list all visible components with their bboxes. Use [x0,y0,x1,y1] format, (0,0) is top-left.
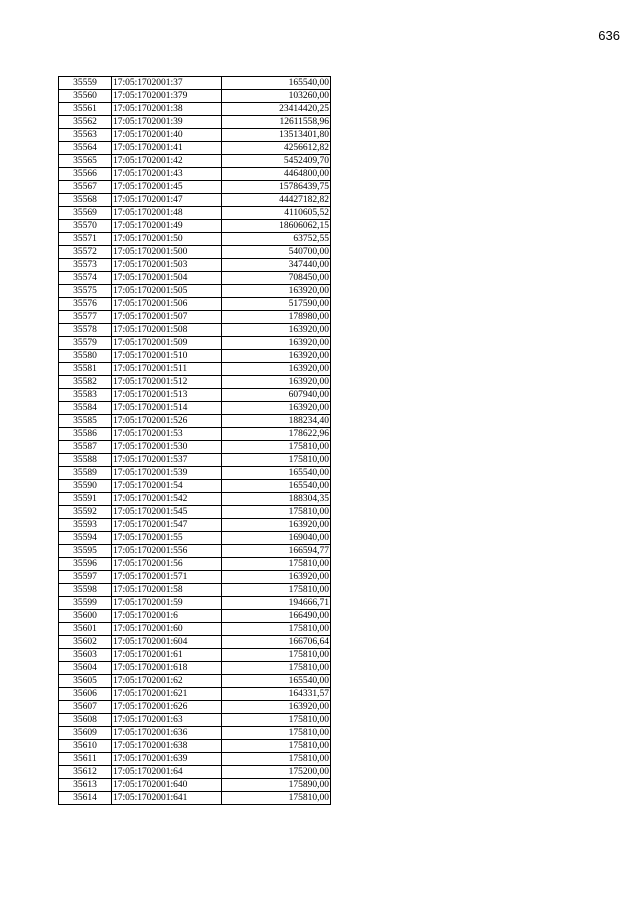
row-number-cell: 35591 [59,493,112,506]
table-row [59,766,331,779]
cadastral-number-cell: 17:05:1702001:512 [112,376,222,389]
cadastral-number-cell: 17:05:1702001:50 [112,233,222,246]
table-row [59,259,331,272]
row-number-cell: 35613 [59,779,112,792]
cadastral-number-cell: 17:05:1702001:539 [112,467,222,480]
value-cell: 165540,00 [222,467,331,480]
table-row [59,792,331,805]
row-number-cell: 35572 [59,246,112,259]
table-row [59,519,331,532]
row-number-cell: 35614 [59,792,112,805]
table-row [59,324,331,337]
value-cell: 163920,00 [222,571,331,584]
row-number-cell: 35585 [59,415,112,428]
row-number-cell: 35571 [59,233,112,246]
value-cell: 164331,57 [222,688,331,701]
table-row [59,220,331,233]
table-row [59,610,331,623]
table-row [59,233,331,246]
row-number-cell: 35599 [59,597,112,610]
row-number-cell: 35565 [59,155,112,168]
table-row [59,428,331,441]
value-cell: 175810,00 [222,792,331,805]
cadastral-number-cell: 17:05:1702001:604 [112,636,222,649]
row-number-cell: 35590 [59,480,112,493]
value-cell: 163920,00 [222,402,331,415]
cadastral-number-cell: 17:05:1702001:53 [112,428,222,441]
table-row [59,493,331,506]
table-row [59,714,331,727]
cadastral-number-cell: 17:05:1702001:556 [112,545,222,558]
row-number-cell: 35612 [59,766,112,779]
row-number-cell: 35600 [59,610,112,623]
cadastral-number-cell: 17:05:1702001:511 [112,363,222,376]
row-number-cell: 35596 [59,558,112,571]
table-row [59,168,331,181]
row-number-cell: 35563 [59,129,112,142]
cadastral-number-cell: 17:05:1702001:61 [112,649,222,662]
value-cell: 163920,00 [222,519,331,532]
table-row [59,142,331,155]
cadastral-number-cell: 17:05:1702001:621 [112,688,222,701]
row-number-cell: 35579 [59,337,112,350]
table-row [59,103,331,116]
cadastral-number-cell: 17:05:1702001:64 [112,766,222,779]
row-number-cell: 35607 [59,701,112,714]
cadastral-number-cell: 17:05:1702001:507 [112,311,222,324]
row-number-cell: 35577 [59,311,112,324]
value-cell: 165540,00 [222,675,331,688]
cadastral-number-cell: 17:05:1702001:509 [112,337,222,350]
value-cell: 175810,00 [222,623,331,636]
row-number-cell: 35605 [59,675,112,688]
cadastral-number-cell: 17:05:1702001:626 [112,701,222,714]
table-row [59,337,331,350]
row-number-cell: 35593 [59,519,112,532]
row-number-cell: 35562 [59,116,112,129]
row-number-cell: 35598 [59,584,112,597]
value-cell: 175810,00 [222,740,331,753]
table-row [59,129,331,142]
cadastral-number-cell: 17:05:1702001:618 [112,662,222,675]
cadastral-number-cell: 17:05:1702001:514 [112,402,222,415]
value-cell: 175810,00 [222,714,331,727]
value-cell: 18606062,15 [222,220,331,233]
value-cell: 163920,00 [222,363,331,376]
page-number: 636 [598,28,620,43]
cadastral-number-cell: 17:05:1702001:41 [112,142,222,155]
table-row [59,753,331,766]
cadastral-number-cell: 17:05:1702001:49 [112,220,222,233]
cadastral-number-cell: 17:05:1702001:59 [112,597,222,610]
row-number-cell: 35595 [59,545,112,558]
table-row [59,363,331,376]
row-number-cell: 35566 [59,168,112,181]
table-row [59,311,331,324]
row-number-cell: 35592 [59,506,112,519]
table-row [59,402,331,415]
row-number-cell: 35581 [59,363,112,376]
row-number-cell: 35573 [59,259,112,272]
cadastral-number-cell: 17:05:1702001:636 [112,727,222,740]
row-number-cell: 35594 [59,532,112,545]
row-number-cell: 35601 [59,623,112,636]
table-row [59,454,331,467]
value-cell: 194666,71 [222,597,331,610]
row-number-cell: 35589 [59,467,112,480]
value-cell: 163920,00 [222,285,331,298]
value-cell: 175810,00 [222,727,331,740]
row-number-cell: 35576 [59,298,112,311]
table-row [59,558,331,571]
cadastral-number-cell: 17:05:1702001:638 [112,740,222,753]
cadastral-number-cell: 17:05:1702001:47 [112,194,222,207]
row-number-cell: 35582 [59,376,112,389]
table-row [59,571,331,584]
value-cell: 188304,35 [222,493,331,506]
row-number-cell: 35568 [59,194,112,207]
cadastral-number-cell: 17:05:1702001:571 [112,571,222,584]
value-cell: 15786439,75 [222,181,331,194]
row-number-cell: 35560 [59,90,112,103]
table-row [59,584,331,597]
cadastral-number-cell: 17:05:1702001:60 [112,623,222,636]
table-row [59,779,331,792]
cadastral-number-cell: 17:05:1702001:48 [112,207,222,220]
table-row [59,545,331,558]
value-cell: 347440,00 [222,259,331,272]
row-number-cell: 35567 [59,181,112,194]
row-number-cell: 35588 [59,454,112,467]
value-cell: 163920,00 [222,701,331,714]
cadastral-number-cell: 17:05:1702001:505 [112,285,222,298]
cadastral-number-cell: 17:05:1702001:39 [112,116,222,129]
value-cell: 708450,00 [222,272,331,285]
table-row [59,181,331,194]
cadastral-number-cell: 17:05:1702001:42 [112,155,222,168]
row-number-cell: 35570 [59,220,112,233]
row-number-cell: 35580 [59,350,112,363]
table-row [59,649,331,662]
value-cell: 166490,00 [222,610,331,623]
value-cell: 175810,00 [222,506,331,519]
cadastral-number-cell: 17:05:1702001:530 [112,441,222,454]
row-number-cell: 35569 [59,207,112,220]
value-cell: 163920,00 [222,350,331,363]
cadastral-number-cell: 17:05:1702001:63 [112,714,222,727]
value-cell: 163920,00 [222,376,331,389]
cadastral-number-cell: 17:05:1702001:6 [112,610,222,623]
row-number-cell: 35561 [59,103,112,116]
table-row [59,90,331,103]
row-number-cell: 35610 [59,740,112,753]
cadastral-number-cell: 17:05:1702001:547 [112,519,222,532]
row-number-cell: 35559 [59,77,112,90]
value-cell: 169040,00 [222,532,331,545]
cadastral-number-cell: 17:05:1702001:43 [112,168,222,181]
value-cell: 5452409,70 [222,155,331,168]
value-cell: 44427182,82 [222,194,331,207]
row-number-cell: 35602 [59,636,112,649]
cadastral-number-cell: 17:05:1702001:537 [112,454,222,467]
value-cell: 12611558,96 [222,116,331,129]
table-row [59,207,331,220]
value-cell: 165540,00 [222,480,331,493]
value-cell: 63752,55 [222,233,331,246]
value-cell: 175890,00 [222,779,331,792]
cadastral-number-cell: 17:05:1702001:542 [112,493,222,506]
table-row [59,688,331,701]
cadastral-number-cell: 17:05:1702001:37 [112,77,222,90]
value-cell: 163920,00 [222,337,331,350]
cadastral-number-cell: 17:05:1702001:58 [112,584,222,597]
row-number-cell: 35564 [59,142,112,155]
value-cell: 175810,00 [222,454,331,467]
value-cell: 175810,00 [222,584,331,597]
value-cell: 188234,40 [222,415,331,428]
table-row [59,597,331,610]
cadastral-number-cell: 17:05:1702001:54 [112,480,222,493]
row-number-cell: 35586 [59,428,112,441]
row-number-cell: 35575 [59,285,112,298]
row-number-cell: 35604 [59,662,112,675]
table-row [59,285,331,298]
table-body [59,77,331,805]
cadastral-number-cell: 17:05:1702001:56 [112,558,222,571]
row-number-cell: 35574 [59,272,112,285]
cadastral-number-cell: 17:05:1702001:504 [112,272,222,285]
cadastral-number-cell: 17:05:1702001:503 [112,259,222,272]
table-row [59,727,331,740]
row-number-cell: 35583 [59,389,112,402]
cadastral-number-cell: 17:05:1702001:500 [112,246,222,259]
table-row [59,116,331,129]
value-cell: 166594,77 [222,545,331,558]
value-cell: 178622,96 [222,428,331,441]
table-row [59,662,331,675]
cadastral-number-cell: 17:05:1702001:40 [112,129,222,142]
value-cell: 175810,00 [222,753,331,766]
table-row [59,701,331,714]
value-cell: 165540,00 [222,77,331,90]
row-number-cell: 35603 [59,649,112,662]
cadastral-number-cell: 17:05:1702001:45 [112,181,222,194]
cadastral-number-cell: 17:05:1702001:545 [112,506,222,519]
table-row [59,415,331,428]
table-row [59,740,331,753]
row-number-cell: 35608 [59,714,112,727]
table-row [59,532,331,545]
value-cell: 175810,00 [222,558,331,571]
value-cell: 13513401,80 [222,129,331,142]
table-row [59,467,331,480]
cadastral-number-cell: 17:05:1702001:513 [112,389,222,402]
table-row [59,506,331,519]
row-number-cell: 35597 [59,571,112,584]
table-row [59,155,331,168]
value-cell: 163920,00 [222,324,331,337]
value-cell: 607940,00 [222,389,331,402]
value-cell: 175810,00 [222,441,331,454]
table-row [59,246,331,259]
table-row [59,194,331,207]
value-cell: 178980,00 [222,311,331,324]
table-row [59,636,331,649]
cadastral-number-cell: 17:05:1702001:640 [112,779,222,792]
cadastral-number-cell: 17:05:1702001:379 [112,90,222,103]
value-cell: 517590,00 [222,298,331,311]
cadastral-number-cell: 17:05:1702001:55 [112,532,222,545]
cadastral-number-cell: 17:05:1702001:510 [112,350,222,363]
table-row [59,480,331,493]
row-number-cell: 35584 [59,402,112,415]
cadastral-number-cell: 17:05:1702001:38 [112,103,222,116]
table-row [59,675,331,688]
value-cell: 540700,00 [222,246,331,259]
value-cell: 4256612,82 [222,142,331,155]
cadastral-value-table [58,76,331,805]
table-row [59,350,331,363]
cadastral-number-cell: 17:05:1702001:62 [112,675,222,688]
value-cell: 175810,00 [222,649,331,662]
cadastral-number-cell: 17:05:1702001:506 [112,298,222,311]
cadastral-number-cell: 17:05:1702001:526 [112,415,222,428]
cadastral-number-cell: 17:05:1702001:508 [112,324,222,337]
table-row [59,623,331,636]
value-cell: 166706,64 [222,636,331,649]
row-number-cell: 35611 [59,753,112,766]
cadastral-number-cell: 17:05:1702001:641 [112,792,222,805]
row-number-cell: 35606 [59,688,112,701]
row-number-cell: 35609 [59,727,112,740]
row-number-cell: 35587 [59,441,112,454]
table-row [59,298,331,311]
table-row [59,376,331,389]
value-cell: 23414420,25 [222,103,331,116]
value-cell: 103260,00 [222,90,331,103]
table-row [59,77,331,90]
table-row [59,272,331,285]
table-row [59,441,331,454]
value-cell: 175200,00 [222,766,331,779]
value-cell: 4110605,52 [222,207,331,220]
value-cell: 175810,00 [222,662,331,675]
cadastral-number-cell: 17:05:1702001:639 [112,753,222,766]
value-cell: 4464800,00 [222,168,331,181]
row-number-cell: 35578 [59,324,112,337]
table-row [59,389,331,402]
